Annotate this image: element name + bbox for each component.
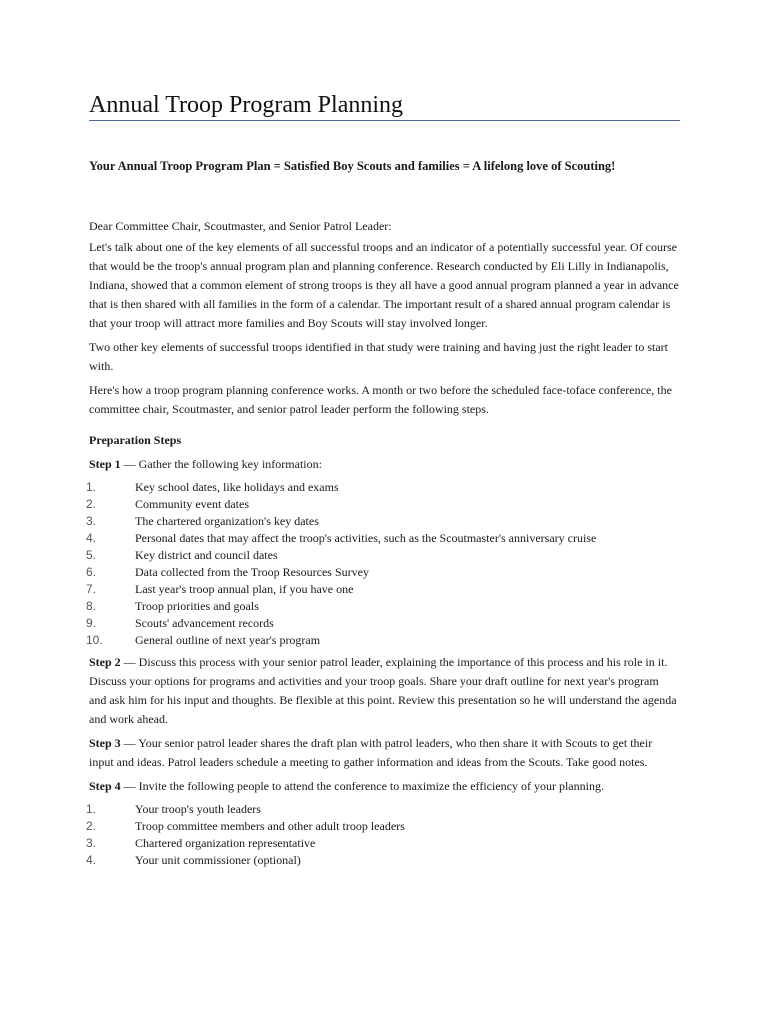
list-item-text: Your unit commissioner (optional) <box>135 853 301 867</box>
list-item <box>86 547 679 564</box>
list-item-number: 9. <box>86 616 97 630</box>
list-item-text: Chartered organization representative <box>135 836 316 850</box>
list-item-text: Troop committee members and other adult troop leaders <box>135 819 405 833</box>
salutation: Dear Committee Chair, Scoutmaster, and Senior Patrol Leader: <box>89 219 392 233</box>
list-item <box>86 530 679 547</box>
paragraph: Here's how a troop program planning conference works. A month or two before the scheduled face-toface conference, the committee chair, Scoutmaster, and senior patrol leader perform the following steps. <box>89 383 672 416</box>
list-item-number: 8. <box>86 599 97 613</box>
list-item-number: 10. <box>86 633 103 647</box>
list-item-text: Troop priorities and goals <box>135 599 259 613</box>
list-item <box>86 598 679 615</box>
step-label: Step 4 <box>89 779 121 793</box>
list-item <box>86 615 679 632</box>
list-item-text: Personal dates that may affect the troop's activities, such as the Scoutmaster's anniversary cruise <box>135 531 597 545</box>
list-item-text: Data collected from the Troop Resources Survey <box>135 565 369 579</box>
list-item-number: 2. <box>86 497 97 511</box>
step-label: Step 2 <box>89 655 121 669</box>
document-tagline: Your Annual Troop Program Plan = Satisfied Boy Scouts and families = A lifelong love of Scouting! <box>89 159 616 173</box>
list-item <box>86 564 679 581</box>
list-item-number: 4. <box>86 853 97 867</box>
list-item-number: 6. <box>86 565 97 579</box>
title-underline <box>89 120 680 121</box>
document-title: Annual Troop Program Planning <box>89 92 404 118</box>
list-item <box>86 581 679 598</box>
list-item <box>86 513 679 530</box>
list-item <box>86 632 679 649</box>
list-item-text: Key school dates, like holidays and exams <box>135 480 339 494</box>
list-item-text: General outline of next year's program <box>135 633 321 647</box>
paragraph: Let's talk about one of the key elements of all successful troops and an indicator of a potentially successful year. Of course that would be the troop's annual program plan and planning conference. Research conducted by Eli Lilly in Indianapolis, Indiana, showed that a common element of strong troops is they all have a good annual program planned a year in advance that is then shared with all families in the form of a calendar. The important result of a shared annual program calendar is that your troop will attract more families and Boy Scouts will stay involved longer. <box>89 240 679 330</box>
section-heading: Preparation Steps <box>89 433 182 447</box>
list-item-number: 5. <box>86 548 97 562</box>
step-paragraph <box>89 777 679 796</box>
document-body <box>86 217 679 873</box>
step-paragraph <box>89 653 679 729</box>
paragraph: Two other key elements of successful troops identified in that study were training and having just the right leader to start with. <box>89 340 669 373</box>
list-item-text: The chartered organization's key dates <box>135 514 319 528</box>
steps-list <box>86 455 679 869</box>
step-text: — Invite the following people to attend the conference to maximize the efficiency of your planning. <box>120 779 604 793</box>
list-item <box>86 818 679 835</box>
step-paragraph <box>89 734 679 772</box>
step-text: — Discuss this process with your senior patrol leader, explaining the importance of this process and his role in it. Discuss your options for programs and activities and your troop goals. Share your draft outline for next year's program and ask him for his input and thoughts. Be flexible at this point. Review this presentation so he will understand the agenda and work ahead. <box>89 655 677 726</box>
list-item <box>86 801 679 818</box>
step-text: — Your senior patrol leader shares the draft plan with patrol leaders, who then share it with Scouts to get their input and ideas. Patrol leaders schedule a meeting to gather information and ideas from the Scouts. Take good notes. <box>89 736 653 769</box>
list-item-number: 1. <box>86 802 97 816</box>
list-item-text: Community event dates <box>135 497 249 511</box>
step-paragraph <box>89 455 679 474</box>
list-item-number: 3. <box>86 836 97 850</box>
numbered-list <box>86 801 679 869</box>
list-item <box>86 835 679 852</box>
list-item-number: 7. <box>86 582 97 596</box>
list-item-text: Scouts' advancement records <box>135 616 274 630</box>
list-item-number: 2. <box>86 819 97 833</box>
list-item <box>86 479 679 496</box>
list-item-text: Last year's troop annual plan, if you have one <box>135 582 354 596</box>
list-item-number: 1. <box>86 480 97 494</box>
list-item <box>86 496 679 513</box>
step-label: Step 3 <box>89 736 121 750</box>
numbered-list <box>86 479 679 649</box>
list-item <box>86 852 679 869</box>
list-item-number: 4. <box>86 531 97 545</box>
list-item-text: Your troop's youth leaders <box>135 802 261 816</box>
list-item-text: Key district and council dates <box>135 548 278 562</box>
step-label: Step 1 <box>89 457 121 471</box>
list-item-number: 3. <box>86 514 97 528</box>
step-text: — Gather the following key information: <box>120 457 322 471</box>
